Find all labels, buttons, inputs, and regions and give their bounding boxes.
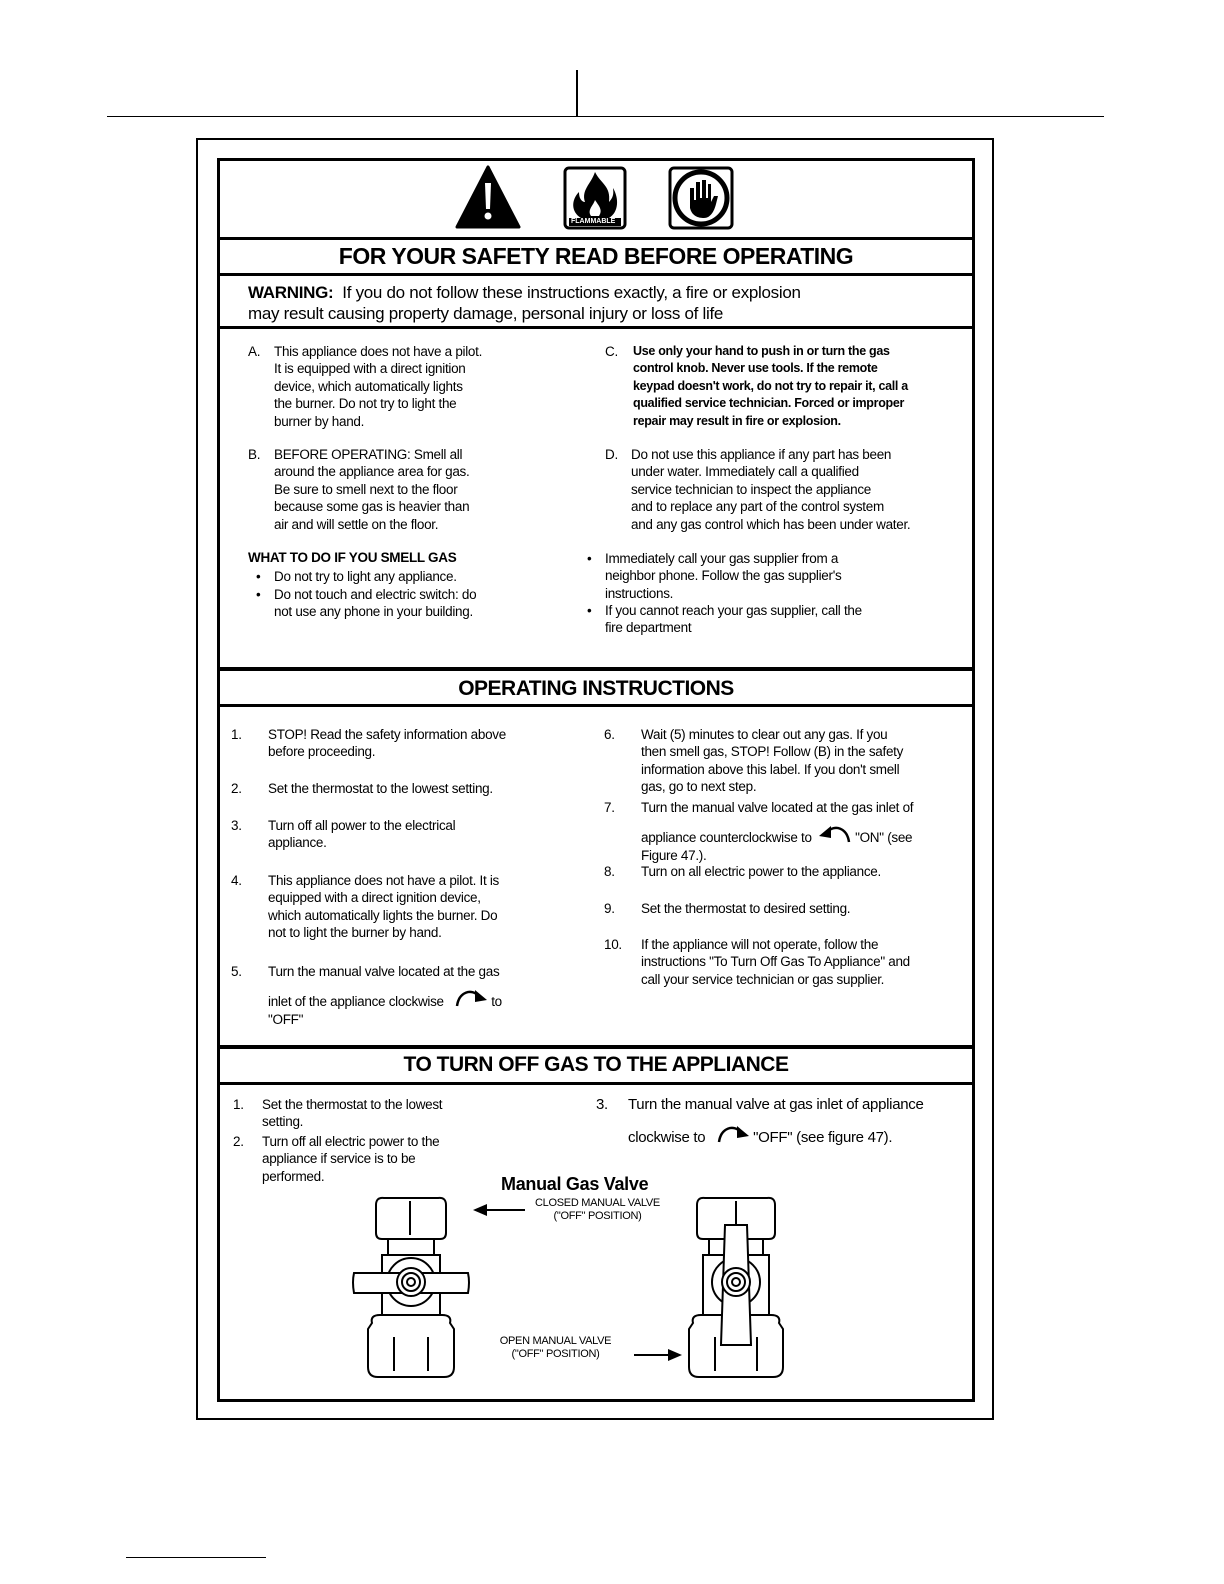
clockwise-arrow-icon: [715, 1122, 751, 1144]
text-line: appliance if service is to be: [262, 1151, 416, 1167]
text-line: and any gas control which has been under water.: [631, 516, 911, 532]
counterclockwise-arrow-icon: [817, 822, 853, 844]
text-line: keypad doesn't work, do not try to repair it, call a: [633, 378, 908, 393]
text-line: Do not touch and electric switch: do: [274, 587, 477, 602]
text-line: gas, go to next step.: [641, 779, 757, 795]
footer-rule: [126, 1557, 266, 1558]
smell-gas-bullet: • If you cannot reach your gas supplier, call the fire department: [587, 603, 862, 636]
text-line: Turn the manual valve at gas inlet of appliance: [628, 1096, 924, 1113]
divider: [217, 273, 975, 276]
safety-item-a: [248, 343, 483, 430]
text-line: Turn on all electric power to the appliance.: [641, 864, 881, 879]
text-line: "OFF": [268, 1011, 304, 1027]
step-number: 9.: [604, 901, 615, 916]
warning-line: If you do not follow these instructions exactly, a fire or explosion: [342, 283, 801, 302]
text-line: Be sure to smell next to the floor: [274, 481, 458, 497]
text-line: STOP! Read the safety information above: [268, 727, 506, 742]
item-marker: B.: [248, 447, 261, 462]
turn-off-step: [233, 1096, 443, 1131]
text-line: ("OFF" POSITION): [511, 1348, 600, 1360]
safety-title: FOR YOUR SAFETY READ BEFORE OPERATING: [338, 243, 854, 269]
open-valve-label: [488, 1335, 623, 1361]
divider: [217, 1082, 975, 1085]
step-number: 1.: [233, 1097, 244, 1112]
text-line: BEFORE OPERATING: Smell all: [274, 447, 463, 462]
step-number: 3.: [231, 818, 242, 833]
operating-title: OPERATING INSTRUCTIONS: [458, 677, 734, 700]
text-line: Set the thermostat to desired setting.: [641, 901, 851, 916]
text-line: call your service technician or gas supplier.: [641, 971, 885, 987]
text-line: to: [491, 994, 502, 1010]
text-line: CLOSED MANUAL VALVE: [535, 1197, 660, 1209]
turn-off-step: [596, 1095, 924, 1147]
divider: [217, 1045, 975, 1049]
text-line: Immediately call your gas supplier from a: [605, 551, 839, 566]
warning-line: may result causing property damage, personal injury or loss of life: [248, 304, 724, 323]
text-line: appliance counterclockwise to: [641, 830, 812, 846]
text-line: which automatically lights the burner. Do: [268, 907, 498, 923]
text-line: Set the thermostat to the lowest: [262, 1097, 443, 1112]
text-line: control knob. Never use tools. If the remote: [633, 361, 878, 376]
right-arrow-icon: [634, 1348, 682, 1362]
text-line: clockwise to: [628, 1129, 706, 1146]
text-line: equipped with a direct ignition device,: [268, 890, 481, 906]
divider: [217, 237, 975, 240]
step-number: 1.: [231, 727, 242, 742]
text-line: OPEN MANUAL VALVE: [499, 1335, 612, 1347]
closed-valve-illustration: [350, 1195, 480, 1385]
smell-gas-title: WHAT TO DO IF YOU SMELL GAS: [248, 550, 457, 565]
text-line: Do not use this appliance if any part has been: [631, 447, 892, 462]
text-line: Turn off all power to the electrical: [268, 818, 456, 833]
text-line: air and will settle on the floor.: [274, 516, 439, 532]
item-marker: A.: [248, 344, 261, 359]
step-number: 4.: [231, 873, 242, 888]
text-line: before proceeding.: [268, 744, 376, 760]
step-number: 6.: [604, 727, 615, 742]
closed-valve-label: [525, 1197, 670, 1223]
text-line: Turn the manual valve located at the gas inlet of: [641, 800, 914, 815]
flammable-label: FLAMMABLE: [571, 218, 616, 225]
operating-step: [604, 726, 904, 796]
operating-step: [604, 799, 914, 864]
operating-step: [604, 900, 851, 917]
text-line: If the appliance will not operate, follow the: [641, 937, 879, 952]
text-line: information above this label. If you don't smell: [641, 761, 900, 777]
turn-off-step: [233, 1133, 440, 1185]
text-line: because some gas is heavier than: [274, 499, 470, 515]
operating-step: [604, 936, 910, 988]
text-line: Figure 47.).: [641, 847, 707, 863]
text-line: qualified service technician. Forced or improper: [633, 396, 905, 411]
text-line: Do not try to light any appliance.: [274, 569, 457, 584]
step-number: 5.: [231, 964, 242, 979]
text-line: This appliance does not have a pilot.: [274, 344, 483, 359]
text-line: If you cannot reach your gas supplier, call the: [605, 603, 862, 618]
operating-step: [231, 726, 506, 761]
safety-item-c: [605, 343, 908, 430]
turn-off-title: TO TURN OFF GAS TO THE APPLIANCE: [403, 1053, 789, 1076]
text-line: Turn off all electric power to the: [262, 1134, 440, 1149]
header-rule: [107, 116, 1104, 117]
item-marker: D.: [605, 447, 618, 462]
warning-triangle-icon: [455, 165, 521, 229]
text-line: Wait (5) minutes to clear out any gas. If you: [641, 727, 888, 742]
text-line: and to replace any part of the control system: [631, 499, 884, 515]
safety-item-d: [605, 446, 911, 533]
text-line: burner by hand.: [274, 413, 365, 429]
smell-gas-bullet: • Immediately call your gas supplier from a neighbor phone. Follow the gas supplier's instructions.: [587, 551, 842, 601]
text-line: instructions "To Turn Off Gas To Appliance" and: [641, 954, 910, 970]
text-line: service technician to inspect the appliance: [631, 481, 872, 497]
step-number: 3.: [596, 1096, 608, 1113]
smell-gas-bullet: • Do not try to light any appliance.: [256, 569, 457, 584]
clockwise-arrow-icon: [453, 986, 489, 1008]
text-line: This appliance does not have a pilot. It is: [268, 873, 499, 888]
operating-step: [231, 963, 502, 1028]
text-line: neighbor phone. Follow the gas supplier's: [605, 568, 842, 584]
text-line: repair may result in fire or explosion.: [633, 413, 841, 428]
text-line: It is equipped with a direct ignition: [274, 361, 466, 377]
text-line: "OFF" (see figure 47).: [753, 1129, 893, 1146]
text-line: "ON" (see: [855, 830, 913, 846]
text-line: then smell gas, STOP! Follow (B) in the safety: [641, 744, 904, 760]
warning-label: WARNING:: [248, 283, 334, 302]
step-number: 10.: [604, 937, 622, 952]
text-line: appliance.: [268, 835, 327, 851]
flammable-icon: [563, 166, 627, 230]
step-number: 2.: [233, 1134, 244, 1149]
text-line: Set the thermostat to the lowest setting.: [268, 781, 493, 796]
text-line: not use any phone in your building.: [274, 604, 473, 620]
operating-step: [231, 872, 499, 942]
text-line: setting.: [262, 1114, 304, 1130]
operating-step: [604, 863, 881, 880]
open-valve-illustration: [685, 1195, 795, 1385]
text-line: performed.: [262, 1168, 325, 1184]
smell-gas-bullet: • Do not touch and electric switch: do not use any phone in your building.: [256, 587, 477, 620]
text-line: the burner. Do not try to light the: [274, 396, 457, 412]
text-line: Use only your hand to push in or turn the gas: [633, 344, 890, 358]
diagram-title: Manual Gas Valve: [501, 1174, 649, 1194]
safety-item-b: [248, 446, 470, 533]
divider: [217, 704, 975, 707]
text-line: instructions.: [605, 585, 674, 601]
step-number: 7.: [604, 800, 615, 815]
text-line: not to light the burner by hand.: [268, 925, 442, 941]
text-line: inlet of the appliance clockwise: [268, 994, 444, 1010]
item-marker: C.: [605, 344, 618, 359]
warning-text: [248, 282, 801, 324]
text-line: device, which automatically lights: [274, 378, 463, 394]
stop-hand-icon: [668, 166, 734, 230]
text-line: around the appliance area for gas.: [274, 464, 470, 480]
text-line: fire department: [605, 620, 692, 636]
operating-step: [231, 817, 456, 852]
step-number: 2.: [231, 781, 242, 796]
text-line: ("OFF" POSITION): [553, 1210, 642, 1222]
text-line: Turn the manual valve located at the gas: [268, 964, 500, 979]
divider: [217, 326, 975, 329]
text-line: under water. Immediately call a qualified: [631, 464, 859, 480]
left-arrow-icon: [473, 1203, 525, 1217]
step-number: 8.: [604, 864, 615, 879]
operating-step: [231, 780, 493, 797]
divider: [217, 667, 975, 671]
header-divider: [576, 70, 578, 116]
